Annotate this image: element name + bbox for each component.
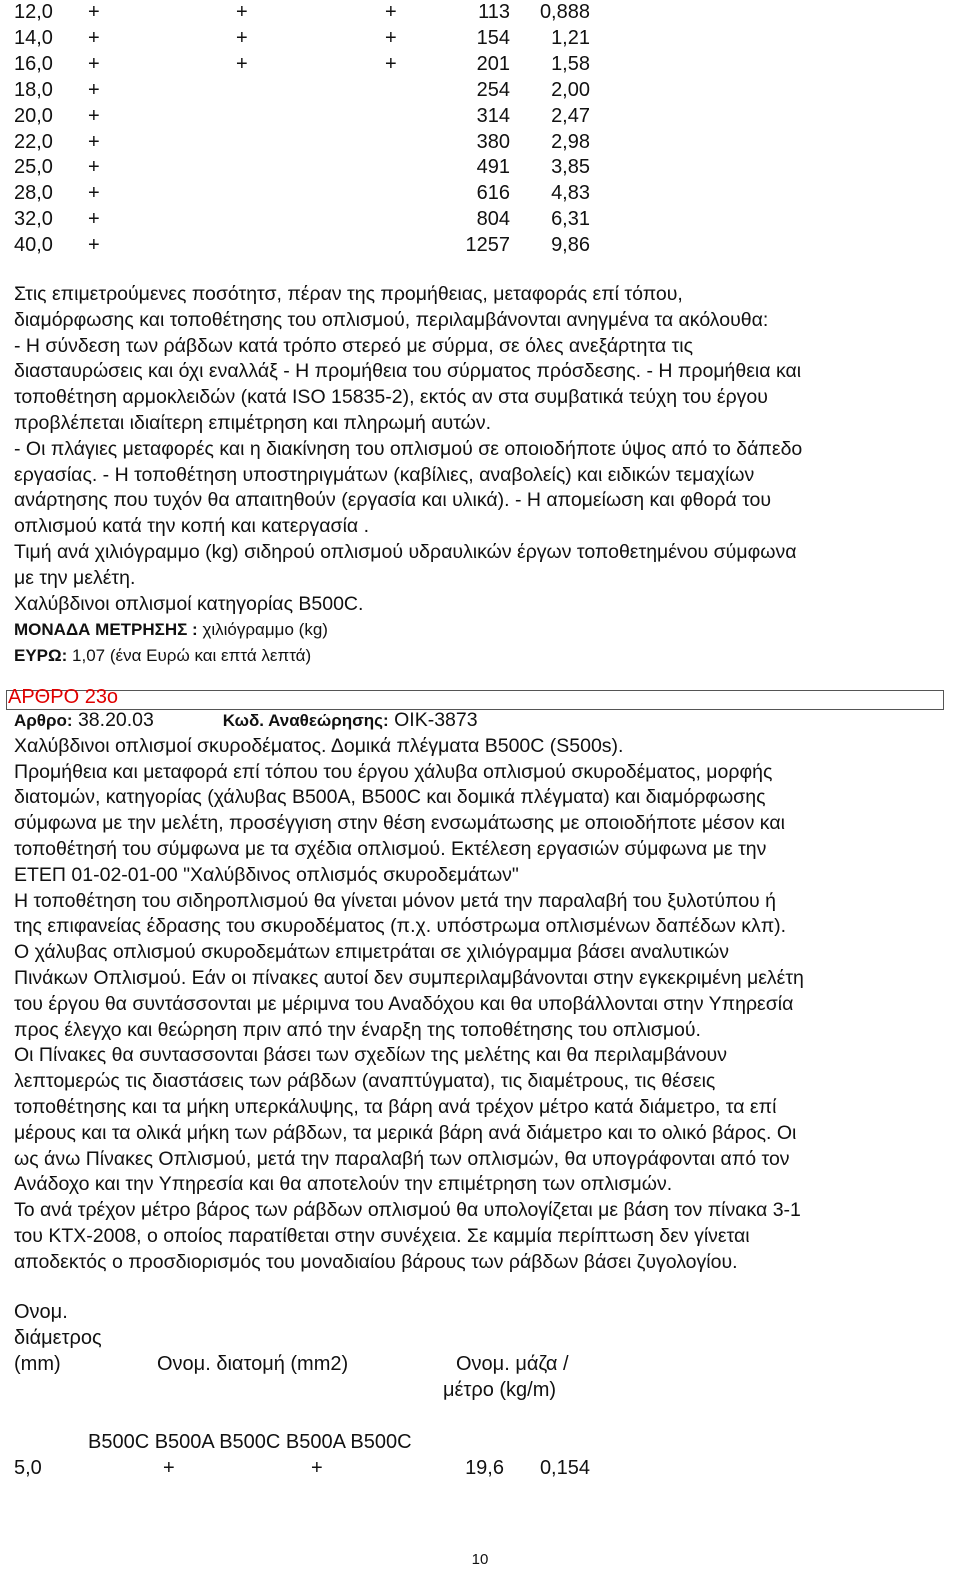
text-line: διασταυρώσεις και όχι εναλλάξ - Η προμήθεια του σύρματος πρόσδεσης. - Η προμήθεια και (14, 360, 802, 383)
text-line: προς έλεγχο και θεώρηση πριν από την έναρξη της τοποθέτησης του οπλισμού. (14, 1018, 701, 1041)
cell-section: 616 (476, 182, 510, 205)
cell-mass: 2,00 (551, 78, 590, 101)
cell-mass: 4,83 (551, 182, 590, 205)
revision-code-value: ΟΙΚ-3873 (388, 709, 478, 731)
text-line: μέρους και τα ολικά μήκη των ράβδων, τα μερικά βάρη ανά διάμετρο και το ολικό βάρος. Οι (14, 1121, 797, 1144)
text-line: αποδεκτός ο προσδιορισμός του μοναδιαίου βάρους των ράβδων βάσει ζυγολογίου. (14, 1250, 738, 1273)
header-cross-section: Ονομ. διατομή (mm2) (157, 1353, 349, 1375)
cell-mark-a: + (88, 1, 100, 23)
text-line: Ο χάλυβας οπλισμού σκυροδεμάτων επιμετράται σε χιλιόγραμμα βάσει αναλυτικών (14, 941, 729, 964)
cell-mark-c: + (385, 52, 397, 75)
cell-diameter: 12,0 (14, 1, 53, 23)
text-block-1 (14, 282, 944, 669)
cell-diameter: 16,0 (14, 52, 53, 75)
cell-section: 254 (476, 78, 510, 101)
cell-diameter: 14,0 (14, 26, 53, 49)
unit-label: ΜΟΝΑΔΑ ΜΕΤΡΗΣΗΣ : (14, 620, 198, 640)
steel-grades-header: B500C B500A B500C B500A B500C (88, 1431, 412, 1453)
cell-mark-b: + (236, 1, 248, 23)
cell-section: 314 (476, 104, 510, 127)
article-code-line (14, 708, 944, 734)
cell-diameter: 25,0 (14, 156, 53, 179)
cell-mark-a: + (88, 156, 100, 179)
header-diameter-line1: Ονομ. (14, 1301, 68, 1323)
cell-mark-a: + (88, 52, 100, 75)
header-diameter-line2: διάμετρος (14, 1327, 102, 1349)
cell-mark-a: + (88, 104, 100, 127)
cell-mass: 9,86 (551, 234, 590, 257)
text-line: ΕΤΕΠ 01-02-01-00 "Χαλύβδινος οπλισμός σκυροδεμάτων" (14, 863, 519, 886)
text-line: ως άνω Πίνακες Οπλισμού, μετά την παραλαβή των οπλισμών, θα υπογράφονται από τον (14, 1147, 790, 1170)
table2-section: 19,6 (465, 1457, 504, 1479)
article-title-box (6, 690, 944, 710)
cell-mass: 6,31 (551, 208, 590, 231)
text-line: Η τοποθέτηση του σιδηροπλισμού θα γίνεται μόνον μετά την παραλαβή του ξυλοτύπου ή (14, 889, 776, 912)
cell-mark-b: + (236, 52, 248, 75)
cell-mark-a: + (88, 182, 100, 205)
cell-mass: 1,58 (551, 52, 590, 75)
cell-section: 154 (476, 26, 510, 49)
cell-mark-c: + (385, 1, 397, 23)
text-line: Το ανά τρέχον μέτρο βάρος των ράβδων οπλισμού θα υπολογίζεται με βάση τον πίνακα 3-1 (14, 1199, 801, 1222)
text-line: Οι Πίνακες θα συντασσονται βάσει των σχεδίων της μελέτης και θα περιλαμβάνουν (14, 1044, 727, 1067)
text-line: προβλέπεται ιδιαίτερη επιμέτρηση και πληρωμή αυτών. (14, 411, 492, 434)
text-line: διατομών, κατηγορίας (χάλυβας B500A, B500C και δομικά πλέγματα) και διαμόρφωσης (14, 786, 766, 809)
text-line: λεπτομερώς τις διαστάσεις των ράβδων (αναπτύγματα), τις διαμέτρους, τις θέσεις (14, 1070, 716, 1093)
page-number: 10 (471, 1551, 489, 1568)
text-line: του έργου θα συντάσσονται με μέριμνα του Αναδόχου και θα υποβάλλονται στην Υπηρεσία (14, 992, 794, 1015)
cell-mark-b: + (236, 26, 248, 49)
cell-diameter: 18,0 (14, 78, 53, 101)
revision-code-label: Κωδ. Αναθεώρησης: (222, 711, 389, 730)
text-line: Τιμή ανά χιλιόγραμμο (kg) σιδηρού οπλισμού υδραυλικών έργων τοποθετημένου σύμφωνα (14, 540, 797, 563)
header-mass-line2: μέτρο (kg/m) (443, 1379, 557, 1401)
cell-mark-a: + (88, 78, 100, 101)
text-line: Προμήθεια και μεταφορά επί τόπου του έργου χάλυβα οπλισμού σκυροδέματος, μορφής (14, 760, 773, 783)
cell-mark-a: + (88, 26, 100, 49)
text-line: με την μελέτη. (14, 566, 136, 589)
price-label: ΕΥΡΩ: (14, 646, 68, 666)
text-line: - Η σύνδεση των ράβδων κατά τρόπο στερεό με σύρμα, σε όλες ανεξάρτητα τις (14, 334, 694, 357)
cell-mark-a: + (88, 130, 100, 153)
text-line: Στις επιμετρούμενες ποσότητσ, πέραν της προμήθειας, μεταφοράς επί τόπου, (14, 283, 683, 305)
text-line: Ανάδοχο και την Υπηρεσία και θα αποτελούν την επιμέτρηση των οπλισμών. (14, 1173, 673, 1196)
text-line: διαμόρφωσης και τοποθέτησης του οπλισμού, περιλαμβάνονται ανηγμένα τα ακόλουθα: (14, 308, 769, 331)
text-line: Χαλύβδινοι οπλισμοί κατηγορίας B500C. (14, 592, 364, 615)
unit-line (14, 617, 944, 643)
text-line: της επιφανείας έδρασης του σκυροδέματος (π.χ. υπόστρωμα οπλισμένων δαπέδων κλπ). (14, 915, 787, 938)
table2-diameter: 5,0 (14, 1457, 42, 1479)
table2-mark-2: + (311, 1457, 323, 1479)
cell-section: 380 (476, 130, 510, 153)
cell-mark-a: + (88, 208, 100, 231)
cell-mark-c: + (385, 26, 397, 49)
cell-diameter: 40,0 (14, 234, 53, 257)
cell-section: 113 (478, 1, 510, 23)
cell-mass: 2,98 (551, 130, 590, 153)
unit-value: χιλιόγραμμο (kg) (197, 620, 328, 640)
article-body (14, 708, 944, 1276)
text-line: ανάρτησης που τυχόν θα απαιτηθούν (εργασία και υλικά). - Η απομείωση και φθορά του (14, 489, 772, 512)
text-line: οπλισμού κατά την κοπή και κατεργασία . (14, 515, 370, 538)
text-line: Πινάκων Οπλισμού. Εάν οι πίνακες αυτοί δεν συμπεριλαμβάνονται στην εγκεκριμένη μελέτη (14, 966, 804, 989)
cell-diameter: 22,0 (14, 130, 53, 153)
text-line: τοποθέτησης και τα μήκη υπερκάλυψης, τα βάρη ανά τρέχον μέτρο κατά διάμετρο, τα επί (14, 1095, 777, 1118)
cell-mass: 0,888 (539, 1, 590, 23)
text-line: - Οι πλάγιες μεταφορές και η διακίνηση του οπλισμού σε οποιοδήποτε ύψος από το δάπεδο (14, 437, 803, 460)
cell-mass: 1,21 (551, 26, 590, 49)
text-line: Χαλύβδινοι οπλισμοί σκυροδέματος. Δομικά πλέγματα B500C (S500s). (14, 734, 624, 757)
price-value: 1,07 (ένα Ευρώ και επτά λεπτά) (67, 646, 312, 666)
cell-diameter: 20,0 (14, 104, 53, 127)
cell-mass: 2,47 (551, 104, 590, 127)
cell-mass: 3,85 (551, 156, 590, 179)
table2-mass: 0,154 (539, 1457, 590, 1479)
cell-section: 491 (476, 156, 510, 179)
header-mass-line1: Ονομ. μάζα / (456, 1353, 569, 1375)
cell-diameter: 32,0 (14, 208, 53, 231)
cell-section: 201 (476, 52, 510, 75)
cell-section: 1257 (465, 234, 510, 257)
text-line: του ΚΤΧ-2008, ο οποίος παρατίθεται στην συνέχεια. Σε καμμία περίπτωση δεν γίνεται (14, 1224, 750, 1247)
cell-section: 804 (476, 208, 510, 231)
price-line (14, 643, 944, 669)
text-line: εργασίας. - Η τοποθέτηση υποστηριγμάτων (καβίλιες, αναβολείς) και ειδικών τεμαχίων (14, 463, 755, 486)
cell-mark-a: + (88, 234, 100, 257)
text-line: σύμφωνα με την μελέτη, προσέγγιση στην θέση ενσωμάτωσης με οποιοδήποτε μέσον και (14, 812, 785, 835)
text-line: τοποθέτηση αρμοκλειδών (κατά ISO 15835-2), εκτός αν στα συμβατικά τεύχη του έργου (14, 386, 768, 409)
article-title: ΑΡΘΡΟ 23ο (8, 686, 119, 708)
table2-mark-1: + (163, 1457, 175, 1479)
article-code-value: 38.20.03 (72, 709, 154, 731)
header-diameter-line3: (mm) (14, 1353, 61, 1375)
cell-diameter: 28,0 (14, 182, 53, 205)
article-code-label: Αρθρο: (14, 711, 73, 730)
text-line: τοποθέτησή του σύμφωνα με τα σχέδια οπλισμού. Εκτέλεση εργασιών σύμφωνα με την (14, 837, 767, 860)
